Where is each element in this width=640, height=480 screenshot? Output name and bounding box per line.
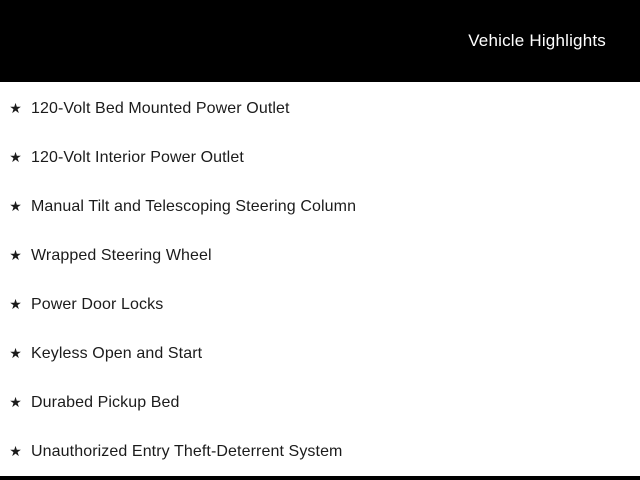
- header-bar: [0, 0, 640, 82]
- list-item: [8, 427, 640, 476]
- star-icon: ★: [9, 99, 22, 116]
- star-icon: ★: [9, 295, 22, 312]
- list-item: [8, 182, 640, 231]
- list-item: [8, 378, 640, 427]
- list-item-label: Unauthorized Entry Theft-Deterrent System: [31, 442, 343, 460]
- star-icon: ★: [9, 442, 22, 459]
- star-icon: ★: [9, 344, 22, 361]
- list-item: [8, 329, 640, 378]
- list-item: [8, 133, 640, 182]
- list-item: [8, 231, 640, 280]
- list-item-label: Keyless Open and Start: [31, 344, 203, 362]
- list-item-label: Manual Tilt and Telescoping Steering Column: [31, 197, 357, 215]
- star-icon: ★: [9, 148, 22, 165]
- list-item-label: Durabed Pickup Bed: [31, 393, 180, 411]
- list-item: [8, 84, 640, 133]
- page-title: Vehicle Highlights: [468, 31, 606, 50]
- star-icon: ★: [9, 246, 22, 263]
- list-item-label: Power Door Locks: [31, 295, 164, 313]
- star-icon: ★: [9, 197, 22, 214]
- highlights-list: [0, 82, 640, 476]
- list-item-label: Wrapped Steering Wheel: [31, 246, 212, 264]
- footer-bar: [0, 476, 640, 480]
- list-item-label: 120-Volt Interior Power Outlet: [31, 148, 244, 166]
- star-icon: ★: [9, 393, 22, 410]
- list-item: [8, 280, 640, 329]
- list-item-label: 120-Volt Bed Mounted Power Outlet: [31, 99, 290, 117]
